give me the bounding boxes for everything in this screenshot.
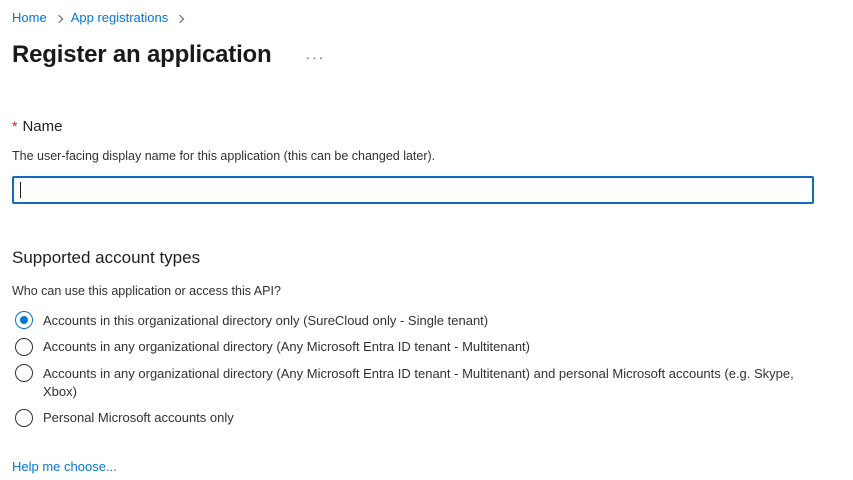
radio-button-icon[interactable] xyxy=(15,364,33,382)
radio-button-icon[interactable] xyxy=(15,338,33,356)
title-row xyxy=(12,39,841,71)
account-types-question: Who can use this application or access this API? xyxy=(12,284,281,298)
help-me-choose-link[interactable]: Help me choose... xyxy=(12,459,117,474)
breadcrumb-home-link[interactable]: Home xyxy=(12,10,47,25)
account-type-options xyxy=(12,311,841,427)
radio-option-label: Accounts in any organizational directory (Any Microsoft Entra ID tenant - Multitenant) and personal Microsoft accounts (e.g. Skype, Xbox) xyxy=(43,365,794,399)
supported-account-types-heading: Supported account types xyxy=(12,248,201,267)
radio-option-multitenant[interactable] xyxy=(12,338,841,357)
radio-button-icon[interactable] xyxy=(15,311,33,329)
radio-option-label: Accounts in this organizational directory only (SureCloud only - Single tenant) xyxy=(43,312,489,328)
breadcrumb-chevron-icon xyxy=(176,15,184,23)
name-label-text: Name xyxy=(22,118,63,135)
name-input[interactable] xyxy=(12,176,814,204)
radio-option-personal-only[interactable] xyxy=(12,409,841,428)
name-field-label xyxy=(12,116,841,137)
radio-option-multitenant-personal[interactable] xyxy=(12,364,841,401)
radio-option-label: Accounts in any organizational directory (Any Microsoft Entra ID tenant - Multitenant) xyxy=(43,339,530,354)
radio-button-icon[interactable] xyxy=(15,409,33,427)
breadcrumb-chevron-icon xyxy=(54,15,62,23)
name-helper-text: The user-facing display name for this application (this can be changed later). xyxy=(12,149,436,163)
more-options-icon[interactable]: ··· xyxy=(305,49,326,65)
radio-option-single-tenant[interactable] xyxy=(12,311,841,330)
name-input-wrapper xyxy=(12,176,814,204)
breadcrumb-app-registrations-link[interactable]: App registrations xyxy=(70,10,169,25)
radio-option-label: Personal Microsoft accounts only xyxy=(43,410,234,425)
required-asterisk: * xyxy=(12,118,18,134)
page-title: Register an application xyxy=(12,41,272,68)
breadcrumb xyxy=(12,10,841,26)
